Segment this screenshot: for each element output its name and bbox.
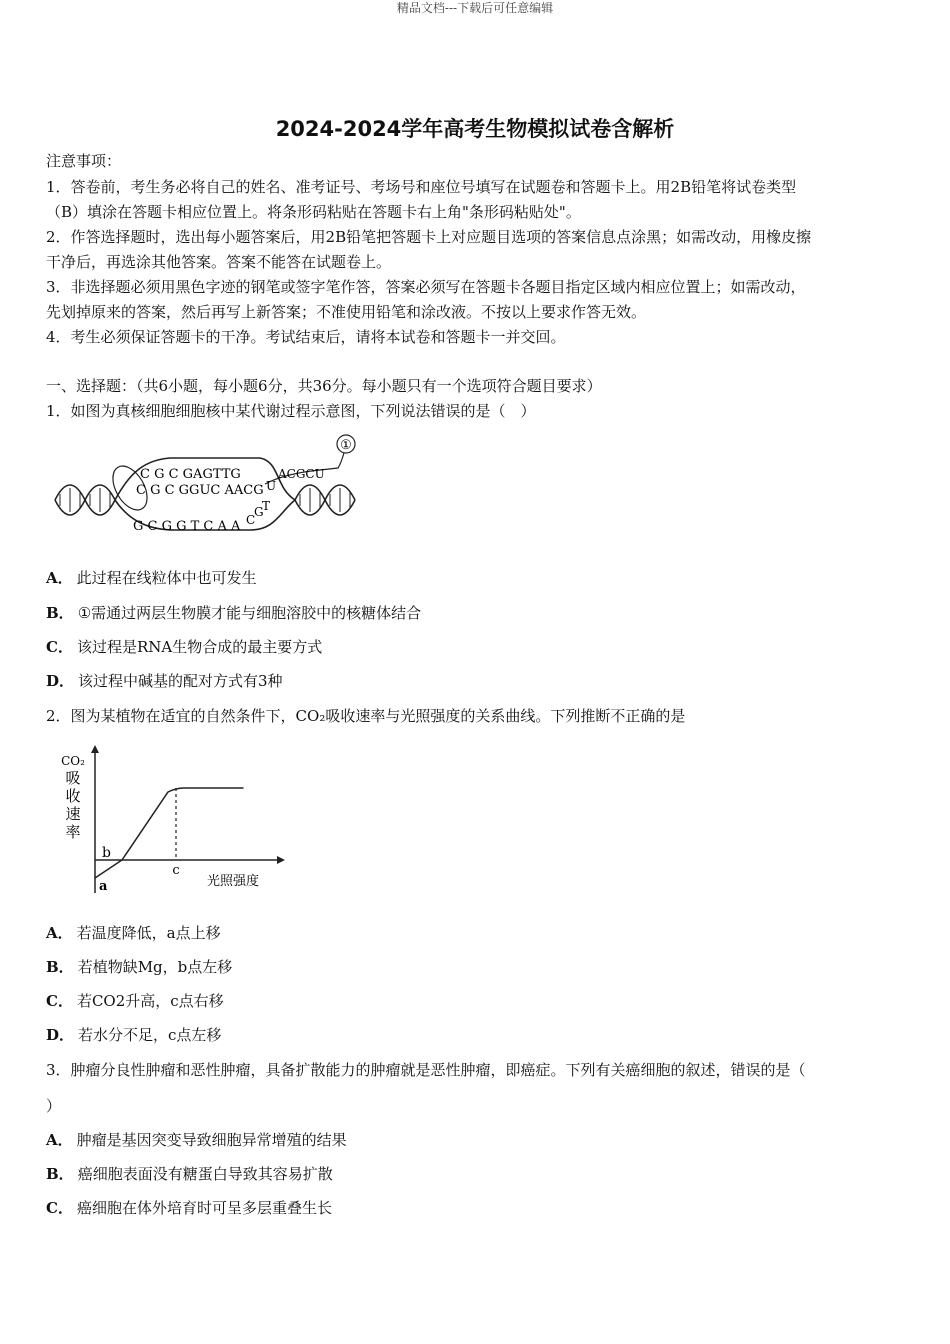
option-text: 癌细胞表面没有糖蛋白导致其容易扩散: [77, 1165, 333, 1183]
option-label: D．: [46, 1026, 75, 1044]
notice-line: （B）填涂在答题卡相应位置上。将条形码粘贴在答题卡右上角"条形码粘贴处"。: [46, 203, 581, 221]
coding-tail-t: T: [262, 499, 271, 513]
transcription-diagram: [50, 432, 370, 542]
rna-u-label: U: [266, 479, 277, 493]
option-text: 若CO2升高，c点右移: [76, 992, 224, 1010]
notice-line: 1．答卷前，考生务必将自己的姓名、准考证号、考场号和座位号填写在试题卷和答题卡上。用2B铅笔将试卷类型: [46, 178, 797, 196]
x-axis-label: 光照强度: [207, 874, 260, 889]
x-axis-arrow: [277, 856, 285, 864]
y-axis-label-char: 收: [65, 787, 81, 805]
section-heading: 一、选择题：（共6小题，每小题6分，共36分。每小题只有一个选项符合题目要求）: [46, 377, 602, 395]
rna-marker: ①: [340, 438, 352, 453]
q3-option-a[interactable]: [46, 1130, 347, 1150]
template-strand-top: C G C GAGTTG: [140, 467, 241, 482]
page-title: 2024-2024学年高考生物模拟试卷含解析: [275, 117, 675, 141]
option-label: A．: [46, 1131, 73, 1149]
point-a-label: a: [99, 879, 108, 894]
q3-option-c[interactable]: [46, 1198, 332, 1218]
q1-option-c[interactable]: [46, 637, 322, 657]
y-axis-label: [61, 754, 85, 841]
option-text: 该过程是RNA生物合成的最主要方式: [76, 638, 323, 656]
y-axis-arrow: [91, 745, 99, 753]
rna-tail-sequence: ACGCU: [278, 467, 325, 481]
notice-line: 干净后，再选涂其他答案。答案不能答在试题卷上。: [46, 253, 392, 271]
rna-strand: C G C GGUC AACG: [136, 483, 264, 498]
co2-light-chart: [55, 745, 285, 900]
q1-option-b[interactable]: [46, 603, 421, 623]
y-axis-label-char: 速: [65, 805, 81, 823]
notice-line: 3．非选择题必须用黑色字迹的钢笔或签字笔作答，答案必须写在答题卡各题目指定区域内相应位置上；如需改动，: [46, 278, 806, 296]
option-text: ①需通过两层生物膜才能与细胞溶胶中的核糖体结合: [77, 604, 422, 622]
option-label: B．: [46, 958, 74, 976]
question-1-stem: 1．如图为真核细胞细胞核中某代谢过程示意图，下列说法错误的是（ ）: [46, 402, 536, 420]
option-text: 此过程在线粒体中也可发生: [76, 569, 257, 587]
option-label: A．: [46, 569, 73, 587]
option-text: 肿瘤是基因突变导致细胞异常增殖的结果: [76, 1131, 347, 1149]
page-header: 精品文档---下载后可任意编辑: [396, 1, 554, 15]
q2-option-d[interactable]: [46, 1025, 221, 1045]
option-label: C．: [46, 1199, 73, 1217]
option-label: D．: [46, 672, 75, 690]
y-axis-label-char: 率: [65, 823, 81, 841]
coding-tail-g: G: [254, 505, 264, 519]
option-text: 该过程中碱基的配对方式有3种: [78, 672, 283, 690]
q2-option-b[interactable]: [46, 957, 232, 977]
option-label: C．: [46, 992, 73, 1010]
y-axis-label-char: 吸: [65, 769, 81, 787]
option-text: 若水分不足，c点左移: [78, 1026, 222, 1044]
q2-option-a[interactable]: [46, 923, 221, 943]
option-label: A．: [46, 924, 73, 942]
option-label: C．: [46, 638, 73, 656]
coding-tail-c: C: [246, 513, 256, 527]
y-axis-label-char: CO₂: [61, 754, 85, 768]
q3-option-b[interactable]: [46, 1164, 333, 1184]
notice-line: 先划掉原来的答案，然后再写上新答案；不准使用铅笔和涂改液。不按以上要求作答无效。: [46, 303, 647, 321]
option-text: 癌细胞在体外培育时可呈多层重叠生长: [76, 1199, 332, 1217]
question-3-stem-end: ）: [46, 1097, 62, 1115]
option-text: 若植物缺Mg，b点左移: [77, 958, 233, 976]
q1-option-d[interactable]: [46, 671, 283, 691]
point-b-label: b: [102, 845, 111, 861]
curve-line: [95, 788, 244, 878]
option-label: B．: [46, 1165, 74, 1183]
notice-line: 4．考生必须保证答题卡的干净。考试结束后，请将本试卷和答题卡一并交回。: [46, 328, 566, 346]
option-text: 若温度降低，a点上移: [76, 924, 221, 942]
question-3-stem: 3．肿瘤分良性肿瘤和恶性肿瘤，具备扩散能力的肿瘤就是恶性肿瘤，即癌症。下列有关癌细胞的叙述，错误的是（: [46, 1061, 806, 1079]
coding-strand: G C G G T C A A: [133, 519, 241, 534]
q2-option-c[interactable]: [46, 991, 224, 1011]
point-c-label: c: [172, 863, 180, 878]
q1-option-a[interactable]: [46, 568, 257, 588]
notice-heading: 注意事项：: [46, 152, 122, 170]
question-2-stem: 2．图为某植物在适宜的自然条件下，CO₂吸收速率与光照强度的关系曲线。下列推断不正确的是: [46, 707, 686, 725]
option-label: B．: [46, 604, 74, 622]
notice-line: 2．作答选择题时，选出每小题答案后，用2B铅笔把答题卡上对应题目选项的答案信息点涂黑；如需改动，用橡皮擦: [46, 228, 812, 246]
